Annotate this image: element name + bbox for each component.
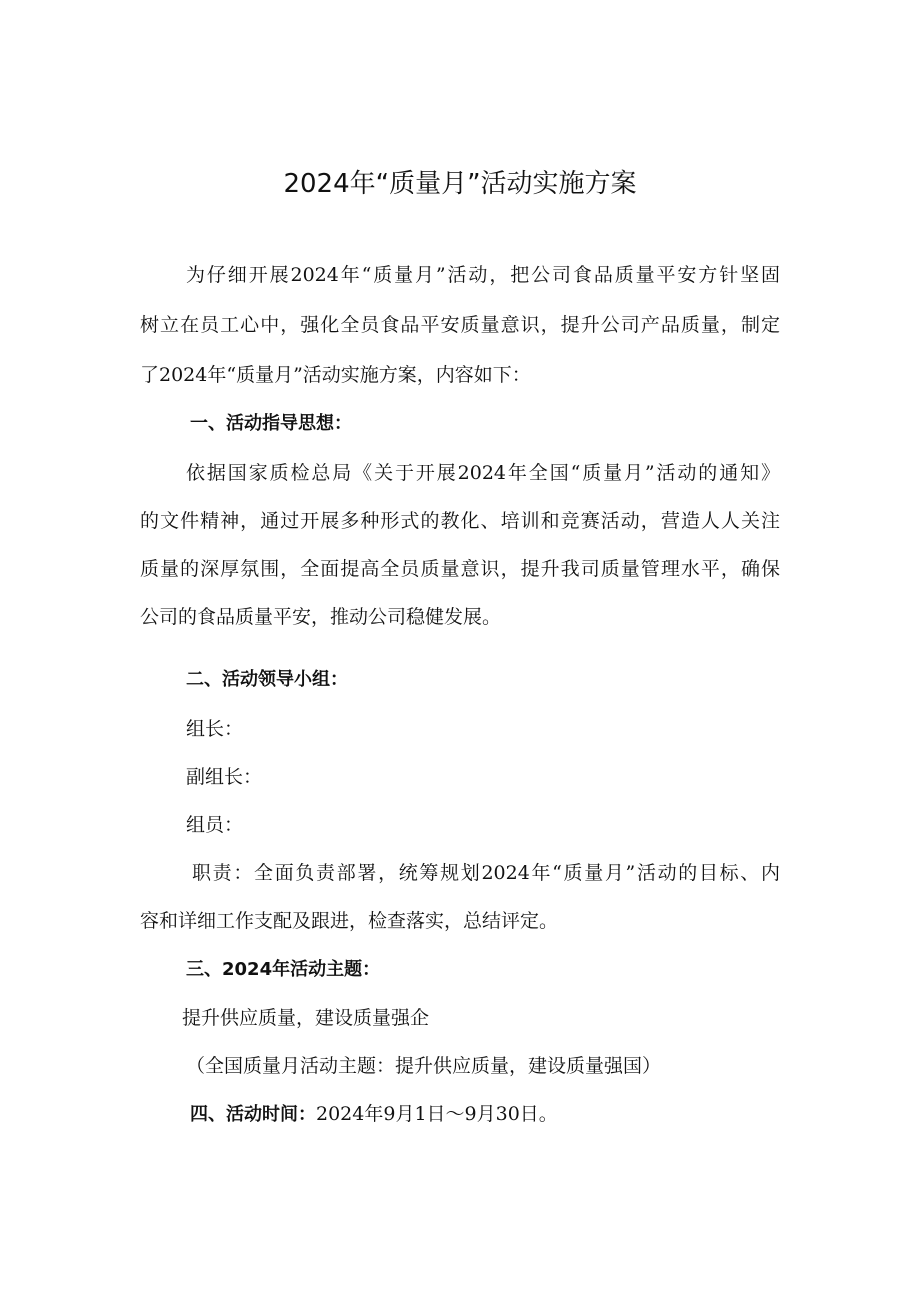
duty-line-1: 职责：全面负责部署，统筹规划2024年“质量月”活动的目标、内 [192,862,780,884]
section1-line-2: 的文件精神，通过开展多种形式的教化、培训和竞赛活动，营造人人关注 [140,510,780,532]
group-members-label: 组员： [186,814,244,836]
section1-heading: 一、活动指导思想： [190,413,352,434]
document-title: 2024年“质量月”活动实施方案 [283,169,637,199]
national-theme: （全国质量月活动主题：提升供应质量，建设质量强国） [186,1055,662,1077]
section3-heading: 三、2024年活动主题： [186,959,381,980]
activity-time: 2024年9月1日～9月30日。 [316,1103,558,1125]
section4-heading: 四、活动时间： [190,1104,316,1125]
activity-theme: 提升供应质量，建设质量强企 [182,1007,430,1029]
intro-line-3: 了2024年“质量月”活动实施方案，内容如下： [140,364,531,386]
section1-line-4: 公司的食品质量平安，推动公司稳健发展。 [140,606,502,628]
section4-line [190,1099,920,1130]
duty-line-2: 容和详细工作支配及跟进，检查落实，总结评定。 [140,910,559,932]
group-deputy-label: 副组长： [186,766,263,788]
group-leader-label: 组长： [186,718,244,740]
section1-line-1: 依据国家质检总局《关于开展2024年全国“质量月”活动的通知》 [186,462,780,484]
section2-heading: 二、活动领导小组： [186,669,348,690]
intro-line-2: 树立在员工心中，强化全员食品平安质量意识，提升公司产品质量，制定 [140,314,780,336]
intro-line-1: 为仔细开展2024年“质量月”活动，把公司食品质量平安方针坚固 [186,264,780,286]
section1-line-3: 质量的深厚氛围，全面提高全员质量意识，提升我司质量管理水平，确保 [140,558,780,580]
